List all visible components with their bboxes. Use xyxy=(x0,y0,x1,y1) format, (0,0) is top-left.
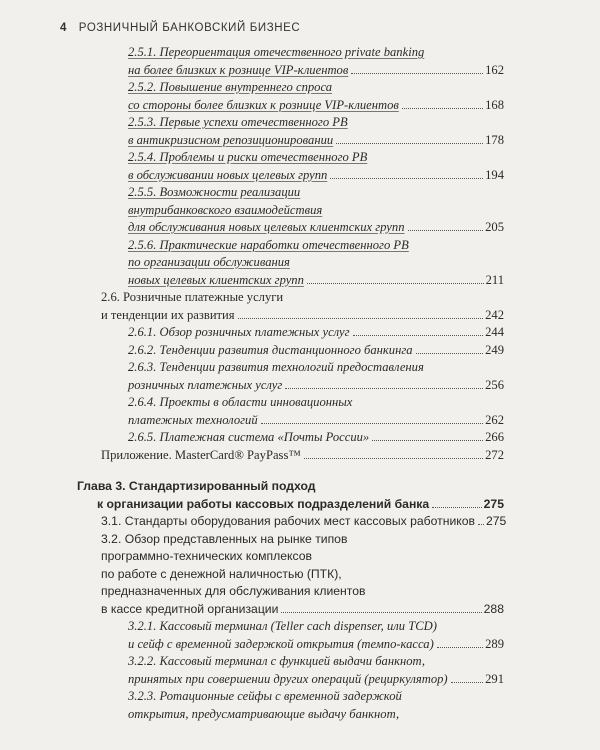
toc-entry[interactable] xyxy=(128,44,504,79)
toc-entry-text: и сейф с временной задержкой открытия (темпо-касса) xyxy=(128,636,434,651)
toc-entry-text: 2.6.4. Проекты в области инновационных xyxy=(128,395,353,409)
toc-chapter-entry[interactable] xyxy=(77,478,504,513)
leader-dots xyxy=(336,143,483,144)
page-number: 4 xyxy=(60,22,67,34)
toc-page-number: 266 xyxy=(485,430,504,444)
toc-entry-text: 2.5.4. Проблемы и риски отечественного PB xyxy=(128,150,368,164)
toc-page-number: 178 xyxy=(485,132,504,147)
toc-entry[interactable] xyxy=(128,79,504,114)
toc-entry[interactable] xyxy=(128,149,504,184)
toc-page-number: 291 xyxy=(485,671,504,686)
toc-entry-text: принятых при совершении других операций (рециркулятор) xyxy=(128,671,448,686)
toc-entry-text: 2.5.2. Повышение внутреннего спроса xyxy=(128,80,333,94)
toc-entry-text: программно-технических комплексов xyxy=(101,549,312,563)
leader-dots xyxy=(307,283,484,284)
toc-entry[interactable] xyxy=(101,513,507,531)
toc-entry[interactable] xyxy=(128,394,504,429)
toc-entry-text: Приложение. MasterCard® PayPass™ xyxy=(101,447,301,462)
running-title: РОЗНИЧНЫЙ БАНКОВСКИЙ БИЗНЕС xyxy=(78,22,301,34)
toc-entry-text: открытия, предусматривающие выдачу банкнот, xyxy=(128,706,400,721)
toc-page-number: 289 xyxy=(485,636,504,651)
toc-entry-text: 2.5.1. Переориентация отечественного private banking xyxy=(128,45,425,59)
toc-entry-text: 2.6.5. Платежная система «Почты России» xyxy=(128,430,370,444)
toc-entry[interactable] xyxy=(101,289,504,324)
toc-entry[interactable] xyxy=(128,653,504,688)
toc-entry-text: к организации работы кассовых подразделений банка xyxy=(97,496,430,511)
toc-page-number: 194 xyxy=(485,167,504,182)
leader-dots xyxy=(372,440,483,441)
toc-entry-text: 2.6.1. Обзор розничных платежных услуг xyxy=(128,325,350,339)
leader-dots xyxy=(451,682,484,683)
toc-page-number: 275 xyxy=(485,514,507,528)
leader-dots xyxy=(330,178,483,179)
toc-entry[interactable] xyxy=(128,184,504,237)
toc-entry[interactable] xyxy=(128,237,504,290)
toc-entry-text: внутрибанковского взаимодействия xyxy=(128,202,323,217)
leader-dots xyxy=(304,458,483,459)
toc-entry-text: 3.2.2. Кассовый терминал с функцией выдачи банкнот, xyxy=(128,654,426,668)
toc-page-number: 262 xyxy=(485,412,504,427)
toc-entry-text: 3.2.1. Кассовый терминал (Teller cach dispenser, или TCD) xyxy=(128,619,437,633)
leader-dots xyxy=(238,318,484,319)
toc-page-number: 288 xyxy=(483,601,504,616)
toc-entry-text: Глава 3. Стандартизированный подход xyxy=(77,479,316,493)
toc-page-number: 272 xyxy=(485,447,504,462)
table-of-contents xyxy=(0,44,600,723)
toc-entry-text: 3.2.3. Ротационные сейфы с временной задержкой xyxy=(128,689,402,703)
toc-entry-text: для обслуживания новых целевых клиентских групп xyxy=(128,220,405,234)
toc-page-number: 242 xyxy=(485,307,504,322)
toc-entry-text: 2.5.3. Первые успехи отечественного PB xyxy=(128,115,348,129)
toc-entry-text: в кассе кредитной организации xyxy=(101,601,279,616)
toc-page-number: 244 xyxy=(485,325,504,339)
toc-entry-text: 3.2. Обзор представленных на рынке типов xyxy=(101,531,348,546)
leader-dots xyxy=(437,647,483,648)
toc-entry-text: 2.5.5. Возможности реализации xyxy=(128,185,301,199)
toc-page-number: 256 xyxy=(485,377,504,392)
toc-entry-text: платежных технологий xyxy=(128,412,258,427)
toc-entry[interactable] xyxy=(128,618,504,653)
toc-page-number: 162 xyxy=(485,62,504,77)
leader-dots xyxy=(261,423,483,424)
leader-dots xyxy=(416,353,484,354)
toc-entry-text: 2.6. Розничные платежные услуги xyxy=(101,290,284,304)
toc-entry-text: на более близких к рознице VIP-клиентов xyxy=(128,62,349,77)
toc-entry-text: предназначенных для обслуживания клиентов xyxy=(101,584,366,598)
toc-entry-text: в антикризисном репозиционировании xyxy=(128,132,334,147)
leader-dots xyxy=(432,507,481,508)
toc-entry-text: со стороны более близких к рознице VIP-клиентов xyxy=(128,97,399,112)
leader-dots xyxy=(478,524,484,525)
toc-entry-text: 2.5.6. Практические наработки отечественного PB xyxy=(128,237,409,252)
toc-page-number: 168 xyxy=(485,97,504,112)
toc-entry-text: 2.6.2. Тенденции развития дистанционного банкинга xyxy=(128,342,413,357)
leader-dots xyxy=(285,388,483,389)
toc-entry-text: по работе с денежной наличностью (ПТК), xyxy=(101,566,342,581)
leader-dots xyxy=(408,230,484,231)
leader-dots xyxy=(351,73,483,74)
toc-entry-text: новых целевых клиентских групп xyxy=(128,272,304,287)
toc-entry-text: розничных платежных услуг xyxy=(128,377,283,392)
toc-entry[interactable] xyxy=(128,359,504,394)
toc-entry-text: по организации обслуживания xyxy=(128,255,290,269)
toc-page-number: 249 xyxy=(485,342,504,357)
toc-entry-text: 2.6.3. Тенденции развития технологий предоставления xyxy=(128,360,424,374)
toc-entry[interactable] xyxy=(128,688,504,723)
toc-entry[interactable] xyxy=(128,324,504,342)
toc-entry[interactable] xyxy=(101,531,504,619)
running-header xyxy=(60,22,300,34)
toc-entry[interactable] xyxy=(128,429,504,447)
toc-page-number: 205 xyxy=(485,220,504,234)
toc-entry[interactable] xyxy=(101,447,504,465)
leader-dots xyxy=(281,612,481,613)
toc-entry-text: 3.1. Стандарты оборудования рабочих мест кассовых работников xyxy=(101,514,475,528)
leader-dots xyxy=(353,335,484,336)
toc-entry[interactable] xyxy=(128,342,504,360)
toc-entry-text: в обслуживании новых целевых групп xyxy=(128,167,328,182)
toc-page-number: 211 xyxy=(485,272,504,287)
toc-page-number: 275 xyxy=(483,496,504,511)
toc-entry-text: и тенденции их развития xyxy=(101,307,235,322)
leader-dots xyxy=(402,108,483,109)
toc-entry[interactable] xyxy=(128,114,504,149)
